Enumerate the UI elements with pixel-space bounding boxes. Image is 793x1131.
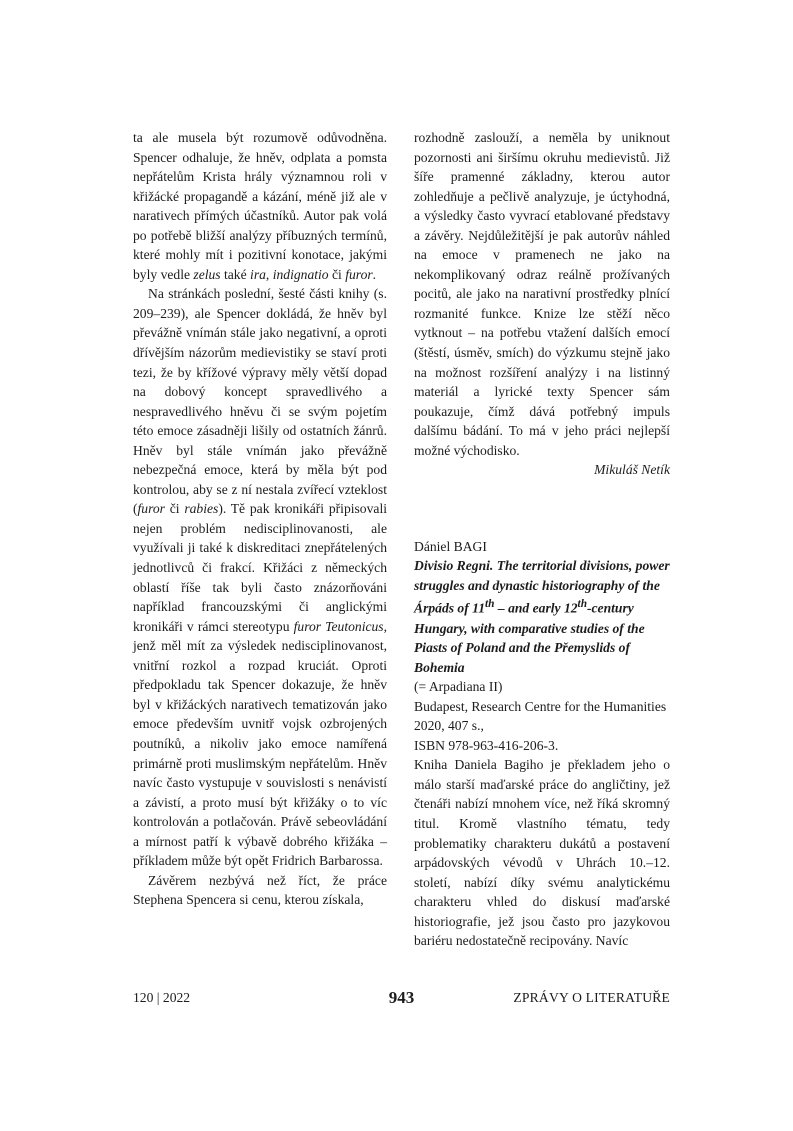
paragraph: rozhodně zaslouží, a neměla by uniknout pozornosti ani širšímu okruhu medievistů. Již šíře pramenné základny, kterou autor zohledňuje a pečlivě analyzuje, je úctyhodná, a výsledky často vyvrací etablované představy a závěry. Nejdůležitější je pak autorův náhled na emoce v pramenech ne jako na nekomplikovaný odraz reálně prožívaných pocitů, ale jako na narativní prostředky plnící rozmanité funkce. Knize lze stěží něco vytknout – na potřebu vtažení dalších emocí (štěstí, úsměv, smích) do výzkumu stejně jako na možnost rozšíření analýzy i na listinný materiál a lyrické texty Spencer sám poukazuje, čímž dává potřebný impuls dalšímu bádání. To má v jeho práci nejlepší možné východisko.	[414, 130, 670, 458]
book-author: Dániel BAGI	[414, 538, 487, 554]
issue-number: 120 | 2022	[133, 990, 191, 1005]
right-column	[414, 128, 670, 951]
latin-term: rabies	[184, 501, 219, 517]
latin-term: furor	[345, 266, 373, 282]
bibliographic-entry	[414, 537, 670, 756]
left-column	[133, 128, 387, 910]
page-footer	[133, 990, 670, 1012]
page-number: 943	[388, 988, 415, 1007]
latin-term: indignatio	[272, 266, 329, 282]
book-series: (= Arpadiana II)	[414, 679, 503, 695]
book-isbn: ISBN 978-963-416-206-3.	[414, 737, 559, 753]
latin-term: ira	[250, 266, 266, 282]
latin-term: zelus	[193, 266, 221, 282]
journal-name: ZPRÁVY O LITERATUŘE	[513, 990, 670, 1005]
paragraph: Kniha Daniela Bagiho je překladem jeho o málo starší maďarské práce do angličtiny, jež čtenáři nabízí mnohem více, než říká skromný titul. Kromě vlastního tématu, tedy problematiky charakteru dukátů a postavení arpádovských vévodů v Uhrách 10.–12. století, nabízí díky svému analytickému charakteru vhled do diskusí maďarské historiografie, jež jsou často pro jazykovou bariéru nedostatečně recipovány. Navíc	[414, 757, 670, 949]
paragraph: ta ale musela být rozumově odůvodněna. Spencer odhaluje, že hněv, odplata a pomsta nepřátelům Krista hrály významnou roli v křižácké propagandě a kázání, méně již ale v narativech přímých účastníků. Autor pak volá po potřebě bližší analýzy příbuzných termínů, které mohly mít i pozitivní konotace, jakými byly vedle zelus také ira, indignatio či furor.	[133, 130, 387, 282]
latin-term: furor Teutonicus	[293, 618, 384, 634]
reviewer-signature: Mikuláš Netík	[594, 462, 670, 478]
latin-term: furor	[137, 501, 165, 517]
paragraph: Na stránkách poslední, šesté části knihy (s. 209–239), ale Spencer dokládá, že hněv byl převážně vnímán stále jako negativní, a oproti dřívějším názorům medievistiky se staví proti tezi, že by křížové výpravy měly větší dopad na dobový koncept spravedlivého a nespravedlivého hněvu či se svým pojetím této emoce zásadněji lišily od ostatních žánrů. Hněv byl stále vnímán jako převážně nebezpečná emoce, která by měla být pod kontrolou, aby se z ní nestala zvířecí vzteklost (furor či rabies). Tě pak kronikáři připisovali nejen problém nedisciplinovanosti, ale využívali ji také k diskreditaci znepřátelených jednotlivců či frakcí. Křižáci z německých oblastí říše tak byli často znázorňováni například francouzskými či anglickými kronikáři v rámci stereotypu furor Teutonicus, jenž měl mít za výsledek nedisciplinovanost, vnitřní rozkol a rozpad kruciát. Oproti předpokladu tak Spencer dokazuje, že hněv byl v křižáckých narativech tematizován jako emoce především uvnitř vojsk ozbrojených poutníků, a nikoliv jako emoce namířená primárně proti muslimským nepřátelům. Hněv navíc často vystupuje v souvislosti s nenávistí a závistí, a proto musí být křižáky o to víc kontrolován a potlačován. Právě sebeovládání a mírnost patří k výbavě dobrého křižáka – příkladem může být opět Fridrich Barbarossa.	[133, 286, 387, 869]
book-publisher: Budapest, Research Centre for the Humanities 2020, 407 s.,	[414, 698, 667, 734]
book-title: Divisio Regni. The territorial divisions, power struggles and dynastic historiography of the Árpáds of 11th – and early 12th-century Hungary, with comparative studies of the Piasts of Poland and the Přemyslids of Bohemia	[414, 558, 670, 675]
paragraph: Závěrem nezbývá než říct, že práce Stephena Spencera si cenu, kterou získala,	[133, 872, 387, 908]
